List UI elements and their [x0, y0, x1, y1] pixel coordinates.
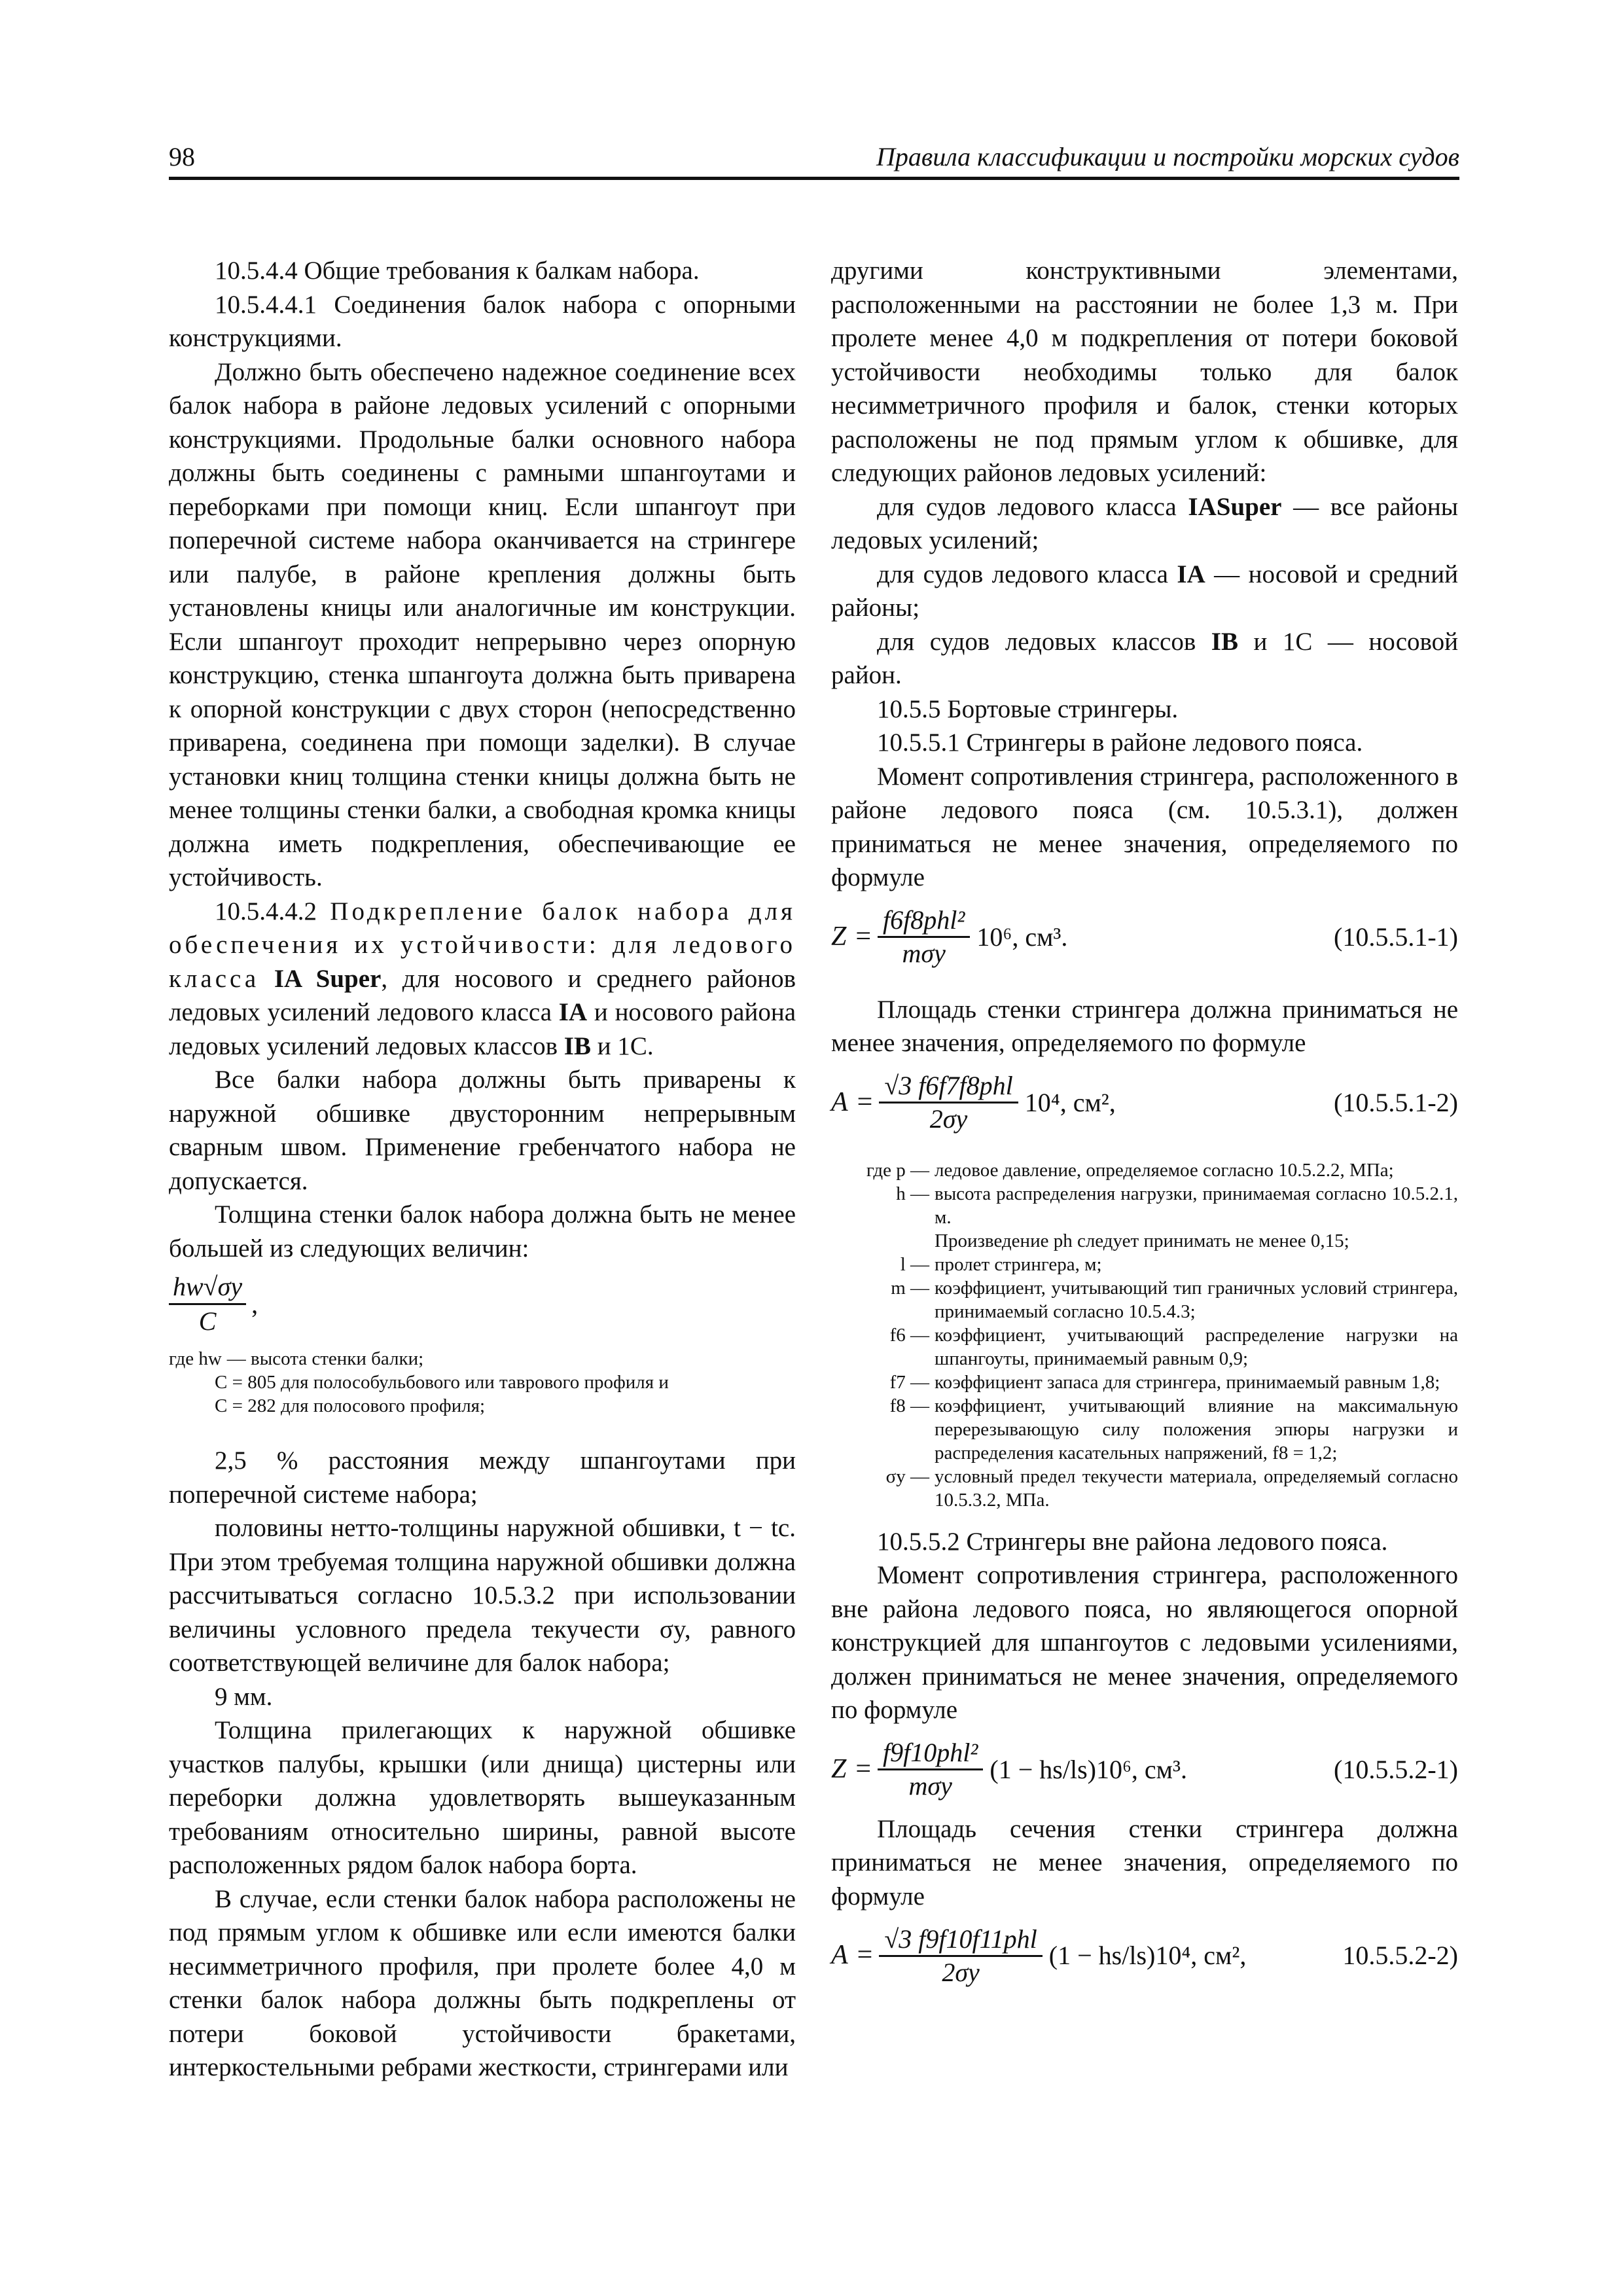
- paragraph: 9 мм.: [215, 1682, 273, 1711]
- where-item: [831, 1394, 1458, 1465]
- ice-class: IB: [1211, 627, 1238, 656]
- where-label: σy —: [885, 1465, 929, 1487]
- paragraph: Площадь сечения стенки стрингера должна приниматься не менее значения, определяемого по формуле: [831, 1814, 1458, 1910]
- ice-class: IA Super: [274, 964, 382, 993]
- ice-class: IA: [558, 998, 588, 1026]
- section-heading: 10.5.4.4 Общие требования к балкам набора.: [215, 257, 700, 285]
- paragraph-text: для судов ледового класса: [877, 560, 1168, 588]
- where-label: m —: [891, 1277, 929, 1299]
- header-rule: [169, 177, 1459, 180]
- where-item: [831, 1276, 1458, 1323]
- paragraph: [169, 895, 796, 1064]
- section-heading: 10.5.5 Бортовые стрингеры.: [877, 694, 1179, 723]
- fraction-denominator: C: [198, 1306, 217, 1336]
- fraction-denominator: mσy: [902, 939, 946, 968]
- paragraph: Толщина стенки балок набора должна быть не менее большей из следующих величин:: [169, 1200, 796, 1263]
- where-label: где hw: [169, 1348, 222, 1369]
- paragraph-text: и 1С.: [597, 1031, 654, 1060]
- where-item: [169, 1347, 796, 1371]
- formula-tail: 10⁴, см²,: [1024, 1087, 1116, 1117]
- formula-number: (10.5.5.1-2): [1334, 1087, 1458, 1117]
- where-text: коэффициент, учитывающий тип граничных условий стрингера, принимаемый согласно 10.5.4.3;: [935, 1277, 1458, 1322]
- where-item: [831, 1253, 1458, 1276]
- paragraph: Площадь стенки стрингера должна приниматься не менее значения, определяемого по формуле: [831, 995, 1458, 1057]
- formula-10-5-5-2-1: [831, 1727, 1458, 1812]
- paragraph-text: для судов ледового класса: [877, 492, 1177, 521]
- formula-lhs: A: [831, 1940, 848, 1971]
- formula-number: (10.5.5.2-1): [1334, 1754, 1458, 1784]
- formula-lhs: Z: [831, 921, 847, 952]
- paragraph: [831, 558, 1458, 625]
- formula-number: (10.5.5.1-1): [1334, 922, 1458, 952]
- paragraph: [831, 490, 1458, 558]
- formula-equals: =: [857, 1940, 873, 1971]
- web-thickness-formula: [169, 1265, 796, 1347]
- paragraph: В случае, если стенки балок набора расположены не под прямым углом к обшивке или если имеются балки несимметричного профиля, при пролете более 4,0 м стенки балок набора должны быть подкреплены от потери боковой устойчивости бракетами, интеркостельными ребрами жесткости, стрингерами или: [169, 1884, 796, 2081]
- where-label: h —: [896, 1183, 929, 1204]
- where-block: [831, 1158, 1458, 1512]
- paragraph: Момент сопротивления стрингера, расположенного в районе ледового пояса (см. 10.5.3.1), должен приниматься не менее значения, определяемого по формуле: [831, 762, 1458, 891]
- subsection-heading: 10.5.5.2 Стрингеры вне района ледового пояса.: [877, 1527, 1388, 1556]
- where-text: коэффициент, учитывающий распределение нагрузки на шпангоуты, принимаемый равным 0,9;: [935, 1324, 1458, 1369]
- fraction-denominator: mσy: [908, 1771, 952, 1801]
- where-text: коэффициент, учитывающий влияние на максимальную перерезывающую силу положения эпюры нагрузки и распределения касательных напряжений, f8 = 1,2;: [935, 1395, 1458, 1463]
- formula-tail: (1 − hs/ls)10⁴, см²,: [1048, 1941, 1247, 1971]
- formula-equals: =: [855, 921, 872, 952]
- running-title: Правила классификации и постройки морских судов: [876, 142, 1459, 171]
- subsection-heading: 10.5.4.4.1 Соединения балок набора с опорными конструкциями.: [169, 290, 796, 352]
- paragraph-text: и носового района ледовых усилений ледовых классов: [169, 998, 796, 1060]
- fraction-numerator: f6f8phl²: [878, 905, 970, 938]
- formula-10-5-5-1-1: [831, 895, 1458, 980]
- formula-10-5-5-2-2: [831, 1913, 1458, 1998]
- formula-lhs: Z: [831, 1753, 847, 1784]
- formula-number: 10.5.5.2-2): [1342, 1941, 1458, 1971]
- formula-equals: =: [855, 1753, 872, 1784]
- where-item: [831, 1158, 1458, 1182]
- where-item: [831, 1465, 1458, 1512]
- formula-tail: 10⁶, см³.: [976, 922, 1068, 952]
- where-text: условный предел текучести материала, определяемый согласно 10.5.3.2, МПа.: [935, 1465, 1458, 1511]
- fraction: [878, 1737, 983, 1802]
- where-text: — высота стенки балки;: [226, 1348, 424, 1369]
- paragraph: другими конструктивными элементами, расположенными на расстоянии не более 1,3 м. При пролете менее 4,0 м подкрепления от потери боковой устойчивости необходимы только для балок несимметричного профиля и балок, стенки которых расположены не под прямым углом к обшивке, для следующих районов ледовых усилений:: [831, 257, 1458, 487]
- page-number: 98: [169, 142, 195, 171]
- where-item: [831, 1323, 1458, 1371]
- where-label: f7 —: [889, 1371, 929, 1393]
- where-text: Произведение ph следует принимать не менее 0,15;: [935, 1230, 1349, 1251]
- fraction-numerator: f9f10phl²: [878, 1737, 983, 1770]
- formula-10-5-5-1-2: [831, 1060, 1458, 1145]
- where-label: f8 —: [889, 1395, 929, 1416]
- left-column: [169, 254, 796, 2085]
- fraction: [879, 1924, 1042, 1988]
- fraction-numerator: √3 f9f10f11phl: [879, 1924, 1042, 1957]
- where-text: коэффициент запаса для стрингера, принимаемый равным 1,8;: [935, 1371, 1440, 1393]
- where-text: пролет стрингера, м;: [935, 1253, 1102, 1275]
- fraction: [879, 1070, 1018, 1135]
- paragraph: [831, 625, 1458, 692]
- where-label: [831, 1229, 935, 1253]
- fraction-numerator: hw√σy: [169, 1270, 246, 1305]
- where-item: [831, 1182, 1458, 1229]
- paragraph: 2,5 % расстояния между шпангоутами при поперечной системе набора;: [169, 1446, 796, 1509]
- ice-class: IB: [563, 1031, 591, 1060]
- formula-tail: ,: [251, 1289, 259, 1319]
- where-block: [169, 1347, 796, 1418]
- subsection-heading: 10.5.5.1 Стрингеры в районе ледового пояса.: [877, 728, 1363, 757]
- ice-class: IASuper: [1188, 492, 1282, 521]
- fraction-numerator: √3 f6f7f8phl: [879, 1070, 1018, 1103]
- right-column: [831, 254, 1458, 1998]
- paragraph: половины нетто-толщины наружной обшивки, t − tc. При этом требуемая толщина наружной обшивки должна рассчитываться согласно 10.5.3.2 при использовании величины условного предела текучести σy, равного соответствующей величине для балок набора;: [169, 1514, 796, 1677]
- fraction: [169, 1270, 246, 1338]
- fraction-denominator: 2σy: [929, 1104, 968, 1134]
- where-item: [831, 1229, 1458, 1253]
- paragraph-text: — носовой и средний районы;: [831, 560, 1459, 622]
- formula-lhs: A: [831, 1086, 848, 1117]
- fraction-denominator: 2σy: [942, 1957, 980, 1987]
- where-text: C = 805 для полособульбового или таврового профиля и: [215, 1372, 669, 1393]
- paragraph: Толщина прилегающих к наружной обшивке участков палубы, крышки (или днища) цистерны или переборки должна удовлетворять вышеуказанным требованиям относительно ширины, равной высоте расположенных рядом балок набора борта.: [169, 1716, 796, 1879]
- where-label: где p —: [866, 1159, 929, 1181]
- formula-equals: =: [857, 1086, 873, 1117]
- where-text: C = 282 для полосового профиля;: [215, 1395, 486, 1416]
- where-text: высота распределения нагрузки, принимаемая согласно 10.5.2.1, м.: [935, 1183, 1458, 1228]
- paragraph-text: , для носового и среднего районов ледовых усилений ледового класса: [169, 964, 796, 1026]
- paragraph: Все балки набора должны быть приварены к наружной обшивке двусторонним непрерывным сварным швом. Применение гребенчатого набора не допускается.: [169, 1066, 796, 1195]
- formula-tail: (1 − hs/ls)10⁶, см³.: [990, 1754, 1187, 1784]
- paragraph-text: и 1С — носовой район.: [831, 627, 1459, 689]
- where-label: f6 —: [889, 1324, 929, 1346]
- where-text: ледовое давление, определяемое согласно 10.5.2.2, МПа;: [935, 1159, 1394, 1181]
- where-label: l —: [900, 1253, 929, 1275]
- clause-number: 10.5.4.4.2: [215, 897, 317, 925]
- paragraph-text: — все районы ледовых усилений;: [831, 492, 1459, 554]
- paragraph-text: для судов ледовых классов: [877, 627, 1196, 656]
- paragraph-text: Подкрепление балок набора для обеспечения их устойчивости: для ледового класса: [169, 897, 796, 993]
- where-item: [831, 1371, 1458, 1394]
- paragraph: Момент сопротивления стрингера, расположенного вне района ледового пояса, но являющегося опорной конструкцией для шпангоутов с ледовыми усилениями, должен приниматься не менее значения, определяемого по формуле: [831, 1561, 1458, 1724]
- paragraph: Должно быть обеспечено надежное соединение всех балок набора в районе ледовых усилений с опорными конструкциями. Продольные балки основного набора должны быть соединены с рамными шпангоутами и переборками при помощи книц. Если шпангоут при поперечной системе набора оканчивается на стрингере или палубе, в районе крепления должны быть установлены кницы или аналогичные им конструкции. Если шпангоут проходит непрерывно через опорную конструкцию, стенка шпангоута должна быть приварена к опорной конструкции с двух сторон (непосредственно приварена, соединена при помощи заделки). В случае установки книц толщина стенки кницы должна быть не менее толщины стенки балки, а свободная кромка кницы должна иметь подкрепления, обеспечивающие ее устойчивость.: [169, 357, 796, 891]
- fraction: [878, 905, 970, 969]
- ice-class: IA: [1177, 560, 1205, 588]
